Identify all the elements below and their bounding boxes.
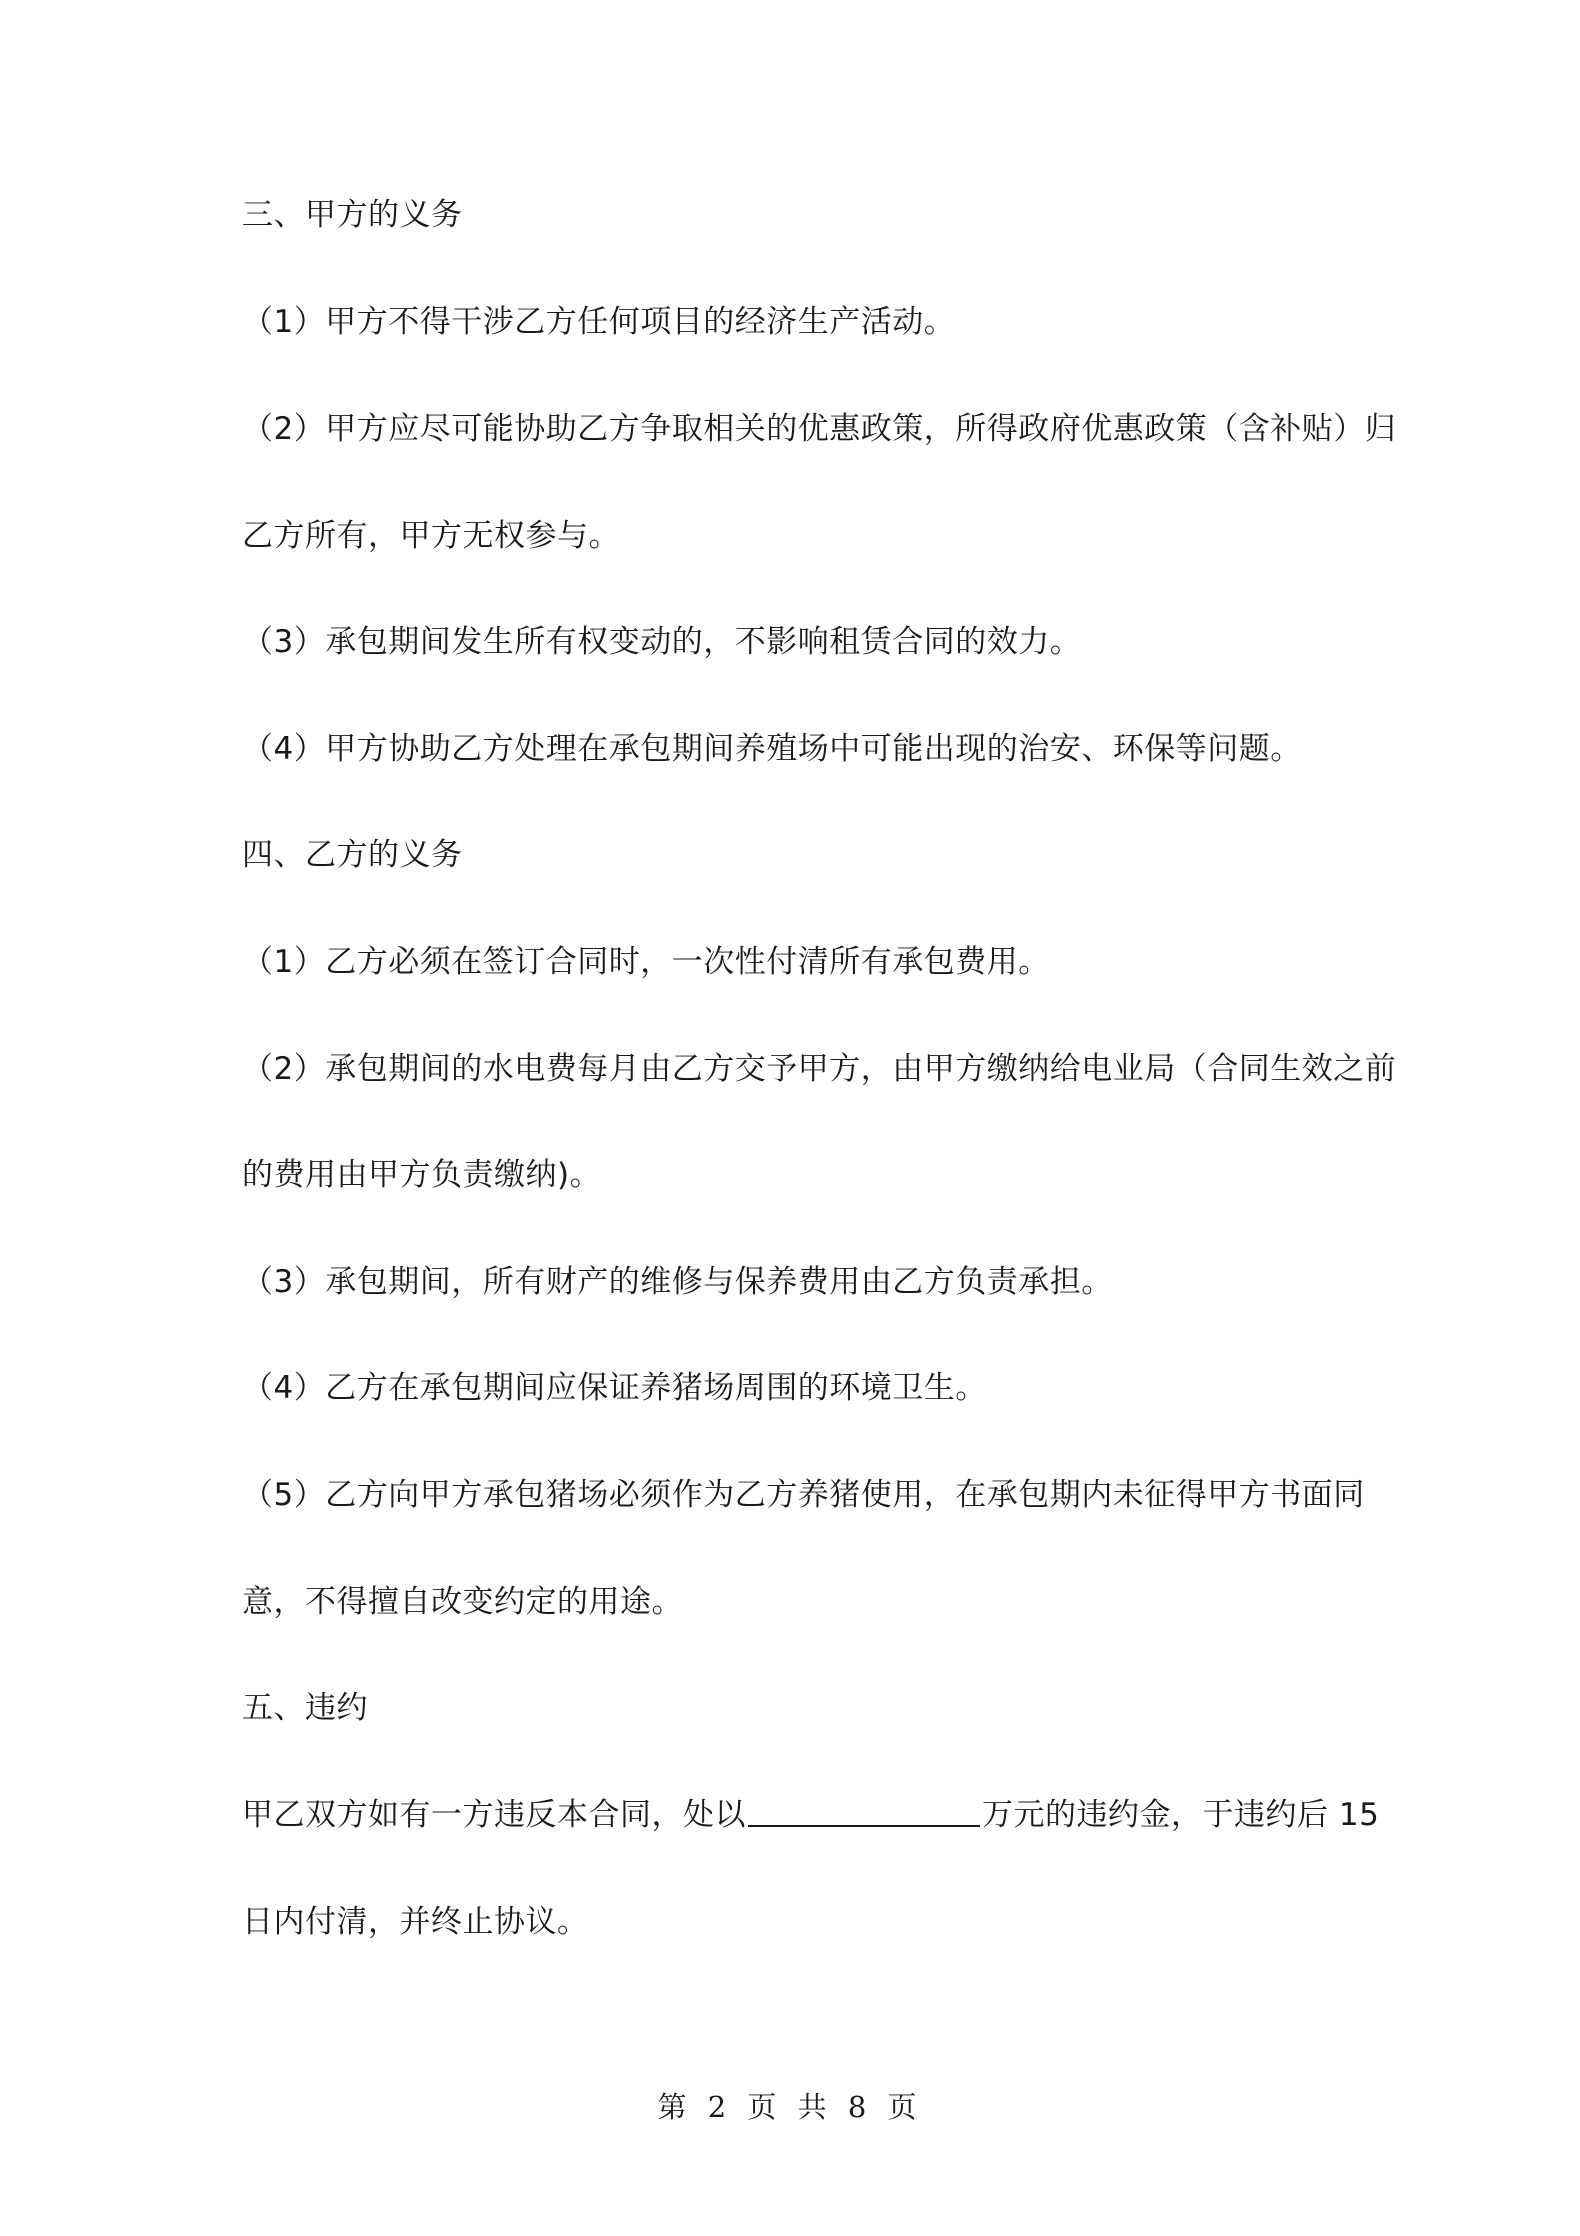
section-heading-breach: 五、违约: [242, 1690, 368, 1726]
clause-b4: （4）乙方在承包期间应保证养猪场周围的环境卫生。: [242, 1370, 987, 1406]
page-number-footer: 第 2 页 共 8 页: [657, 2090, 923, 2124]
clause-a2-continued: 乙方所有，甲方无权参与。: [242, 518, 620, 554]
clause-b3: （3）承包期间，所有财产的维修与保养费用由乙方负责承担。: [242, 1264, 1113, 1300]
clause-a1: （1）甲方不得干涉乙方任何项目的经济生产活动。: [242, 304, 956, 340]
clause-b5: （5）乙方向甲方承包猪场必须作为乙方养猪使用，在承包期内未征得甲方书面同: [242, 1477, 1365, 1513]
breach-text-before: 甲乙双方如有一方违反本合同，处以: [242, 1797, 746, 1833]
section-heading-party-b-obligations: 四、乙方的义务: [242, 837, 463, 873]
clause-b1: （1）乙方必须在签订合同时，一次性付清所有承包费用。: [242, 944, 1050, 980]
clause-b2: （2）承包期间的水电费每月由乙方交予甲方，由甲方缴纳给电业局（合同生效之前: [242, 1051, 1397, 1087]
breach-text-after: 万元的违约金，于违约后 15: [982, 1797, 1380, 1833]
clause-a2: （2）甲方应尽可能协助乙方争取相关的优惠政策，所得政府优惠政策（含补贴）归: [242, 411, 1397, 447]
clause-a4: （4）甲方协助乙方处理在承包期间养殖场中可能出现的治安、环保等问题。: [242, 731, 1302, 767]
clause-b5-continued: 意，不得擅自改变约定的用途。: [242, 1584, 683, 1620]
clause-a3: （3）承包期间发生所有权变动的，不影响租赁合同的效力。: [242, 624, 1082, 660]
breach-clause-continued: 日内付清，并终止协议。: [242, 1904, 589, 1940]
clause-b2-continued: 的费用由甲方负责缴纳)。: [242, 1157, 602, 1193]
breach-clause: [242, 1795, 1379, 1835]
penalty-amount-blank: [748, 1795, 980, 1827]
section-heading-party-a-obligations: 三、甲方的义务: [242, 197, 463, 233]
